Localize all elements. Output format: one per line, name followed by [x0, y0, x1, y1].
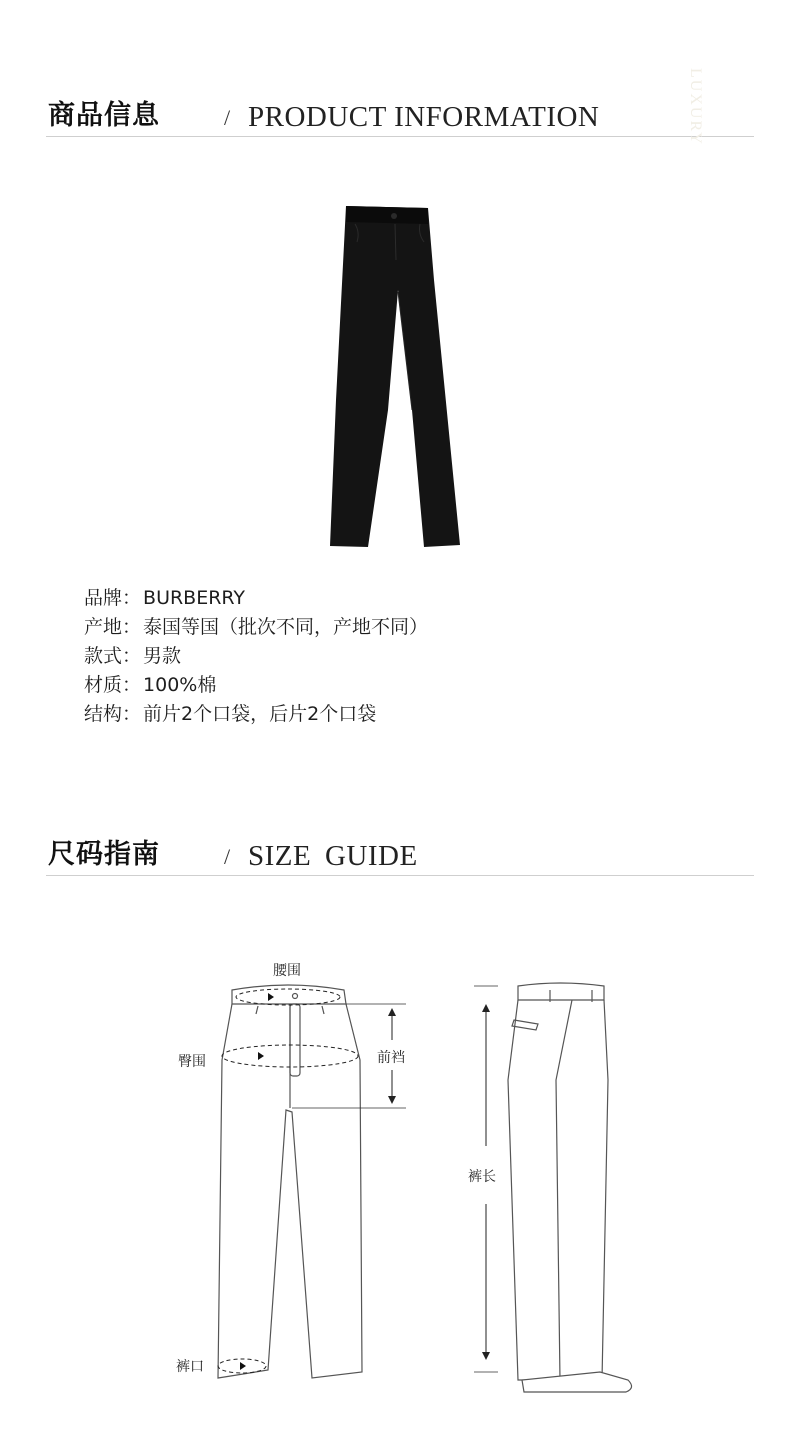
info-style: 款式： 男款 [84, 645, 182, 667]
info-structure: 结构： 前片2个口袋，后片2个口袋 [84, 703, 377, 725]
product-info-title-zh: 商品信息 [48, 100, 160, 131]
front-view-trousers [218, 985, 362, 1378]
origin-value: 泰国等国（批次不同，产地不同） [143, 616, 429, 638]
brand-value: BURBERRY [143, 587, 246, 609]
length-label: 裤长 [468, 1169, 496, 1185]
product-info-list [84, 584, 428, 729]
size-guide-title-zh: 尺码指南 [48, 839, 160, 870]
style-value: 男款 [143, 645, 182, 667]
product-info-header [46, 86, 754, 137]
header-slash: / [224, 844, 231, 869]
black-trousers-icon [330, 206, 460, 547]
brand-watermark: LUXURY [687, 68, 704, 146]
info-material: 材质： 100%棉 [84, 674, 217, 696]
product-info-title-en: PRODUCT INFORMATION [248, 101, 600, 133]
hip-label: 臀围 [178, 1054, 206, 1070]
waist-label: 腰围 [273, 963, 301, 979]
header-slash: / [224, 105, 231, 130]
side-view-trousers [508, 983, 632, 1392]
hem-label: 裤口 [176, 1359, 204, 1375]
info-brand: 品牌： BURBERRY [84, 587, 246, 609]
size-diagram [0, 940, 800, 1410]
front-rise-label: 前裆 [377, 1050, 405, 1066]
info-origin: 产地： 泰国等国（批次不同，产地不同） [84, 616, 429, 638]
size-guide-title-en: SIZE GUIDE [248, 840, 418, 872]
material-value: 100%棉 [143, 674, 217, 696]
structure-value: 前片2个口袋，后片2个口袋 [143, 703, 377, 725]
size-guide-header [46, 825, 754, 876]
product-image [320, 200, 480, 552]
